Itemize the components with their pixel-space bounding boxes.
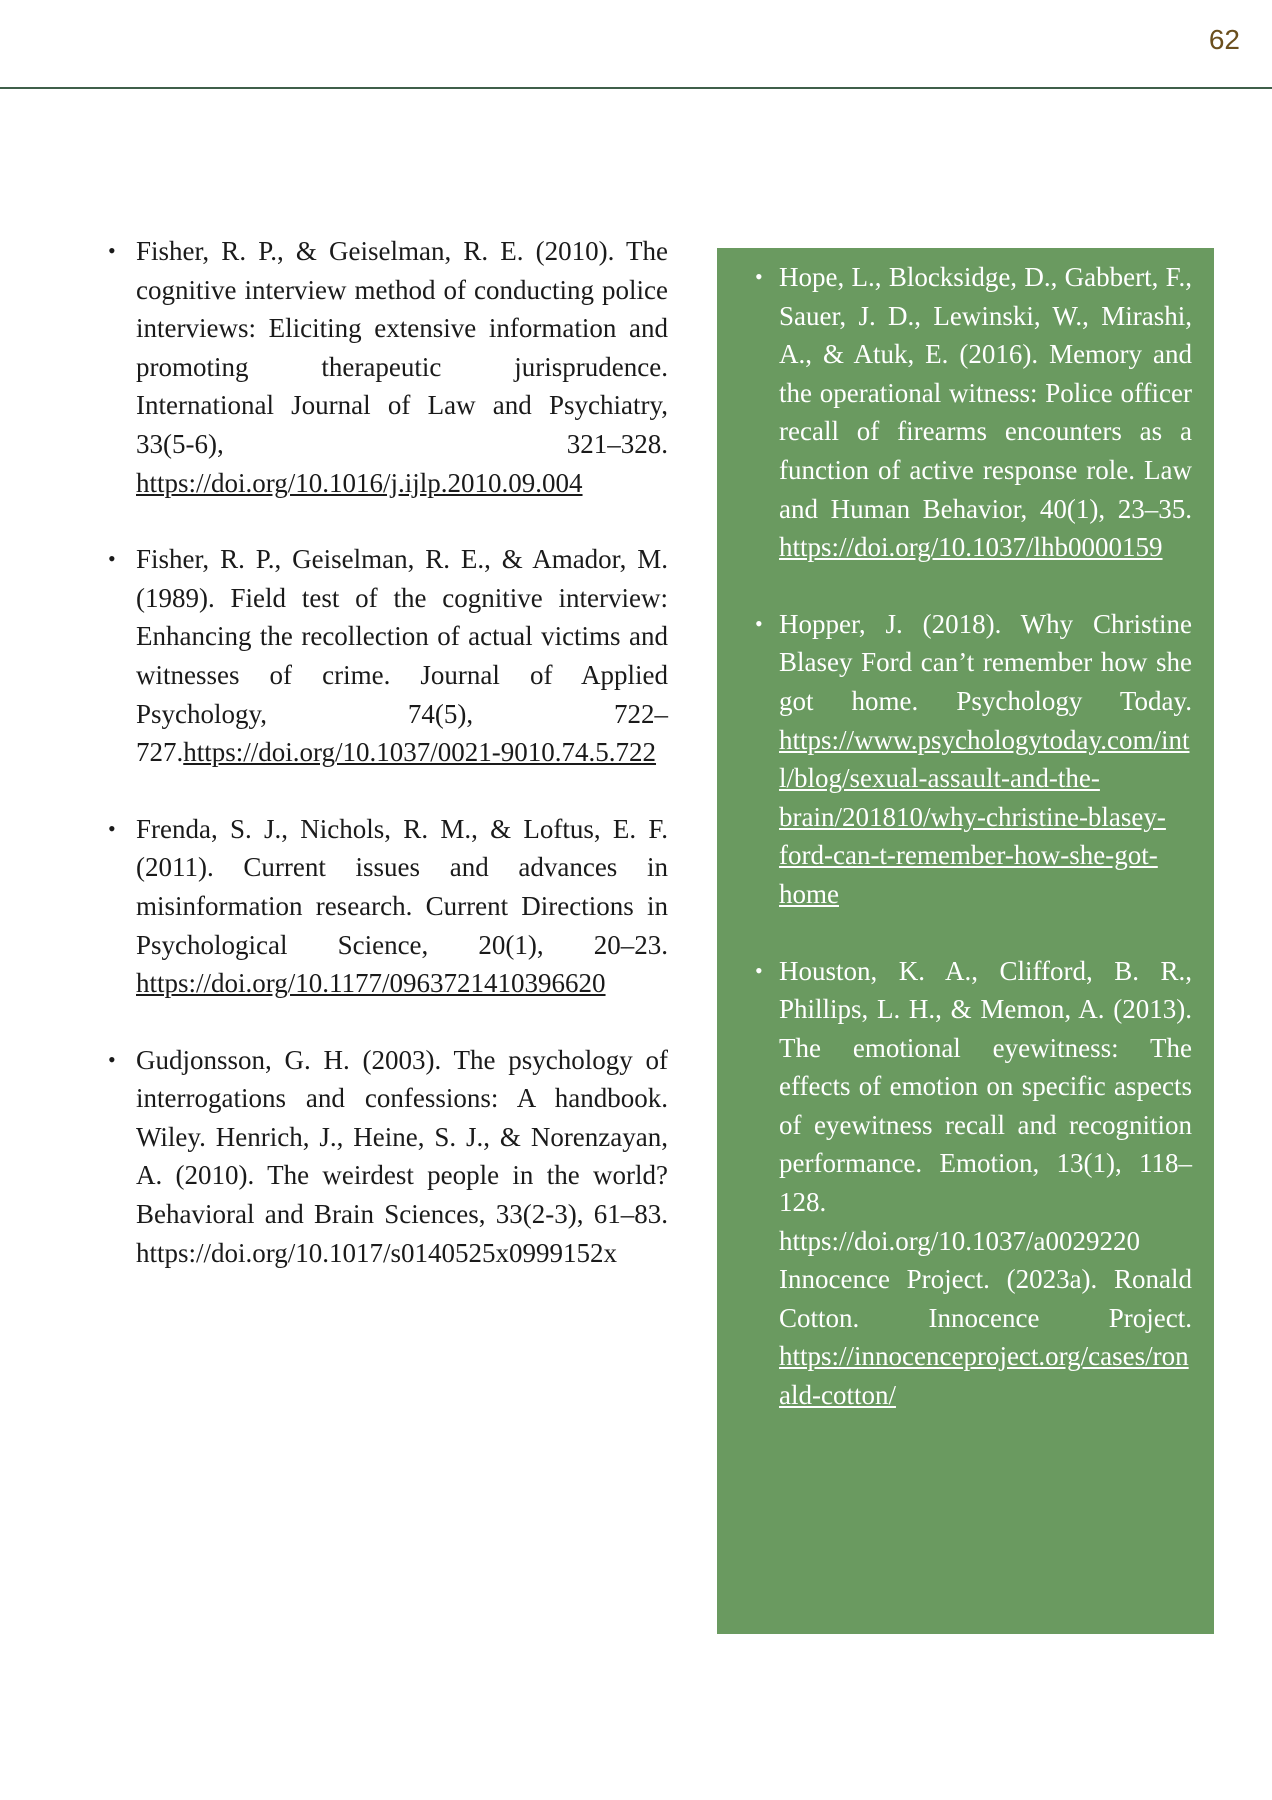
reference-text: Gudjonsson, G. H. (2003). The psychology of interrogations and confessions: A handbook. Wiley. Henrich, J., Heine, S. J., & Norenzayan, A. (2010). The weirdest people in the world? Behavioral and Brain Sciences, 33(2-3), 61–83. https://doi.org/10.1017/s0140525x0999152x — [136, 1044, 668, 1268]
reference-text: Hopper, J. (2018). Why Christine Blasey Ford can’t remember how she got home. Psychology Today. — [779, 608, 1192, 716]
web-link[interactable]: https://www.psychologytoday.com/intl/blog/sexual-assault-and-the-brain/201810/why-christine-blasey-ford-can-t-remember-how-she-got-home — [779, 724, 1190, 909]
reference-list-right — [755, 258, 1192, 1415]
reference-item-frenda-2011 — [108, 810, 668, 1003]
page-number: 62 — [1208, 24, 1240, 55]
reference-text: Houston, K. A., Clifford, B. R., Phillips, L. H., & Memon, A. (2013). The emotional eyewitness: The effects of emotion on specific aspects of eyewitness recall and recognition performance. Emotion, 13(1), 118–128. https://doi.org/10.1037/a0029220 Innocence Project. (2023a). Ronald Cotton. Innocence Project. — [779, 955, 1192, 1333]
highlighted-reference-panel — [717, 248, 1214, 1634]
reference-text: Frenda, S. J., Nichols, R. M., & Loftus, E. F. (2011). Current issues and advances in misinformation research. Current Directions in Psychological Science, 20(1), 20–23. — [136, 813, 668, 960]
doi-link[interactable]: https://doi.org/10.1037/lhb0000159 — [779, 532, 1163, 563]
reference-item-hopper-2018 — [755, 605, 1192, 914]
reference-text: Fisher, R. P., & Geiselman, R. E. (2010). The cognitive interview method of conducting police interviews: Eliciting extensive information and promoting therapeutic jurisprudence. International Journal of Law and Psychiatry, 33(5-6), 321–328. — [136, 236, 668, 459]
web-link[interactable]: https://innocenceproject.org/cases/ronald-cotton/ — [779, 1341, 1189, 1411]
reference-item-gudjonsson-2003 — [108, 1041, 668, 1273]
reference-item-houston-2013 — [755, 952, 1192, 1415]
left-reference-column — [108, 232, 668, 1310]
header-divider — [0, 87, 1272, 89]
bullet-icon: • — [108, 1046, 116, 1072]
bullet-icon: • — [108, 238, 116, 263]
doi-link[interactable]: https://doi.org/10.1177/0963721410396620 — [136, 968, 606, 999]
bullet-icon: • — [108, 815, 116, 841]
bullet-icon: • — [755, 957, 763, 983]
bullet-icon: • — [755, 610, 763, 636]
doi-link[interactable]: https://doi.org/10.1037/0021-9010.74.5.722 — [183, 737, 657, 768]
reference-item-hope-2016 — [755, 258, 1192, 567]
reference-text: Hope, L., Blocksidge, D., Gabbert, F., Sauer, J. D., Lewinski, W., Mirashi, A., & Atuk, E. (2016). Memory and the operational witness: Police officer recall of firearms encounters as a function of active response role. Law and Human Behavior, 40(1), 23–35. — [779, 262, 1192, 524]
bullet-icon: • — [755, 264, 763, 289]
reference-text: Fisher, R. P., Geiselman, R. E., & Amador, M. (1989). Field test of the cognitive interview: Enhancing the recollection of actual victims and witnesses of crime. Journal of Applied Psychology, 74(5), 722–727. — [136, 544, 668, 768]
reference-item-fisher-2010 — [108, 232, 668, 502]
bullet-icon: • — [108, 546, 116, 572]
reference-item-fisher-1989 — [108, 540, 668, 772]
doi-link[interactable]: https://doi.org/10.1016/j.ijlp.2010.09.004 — [136, 467, 583, 498]
reference-list-left — [108, 232, 668, 1272]
